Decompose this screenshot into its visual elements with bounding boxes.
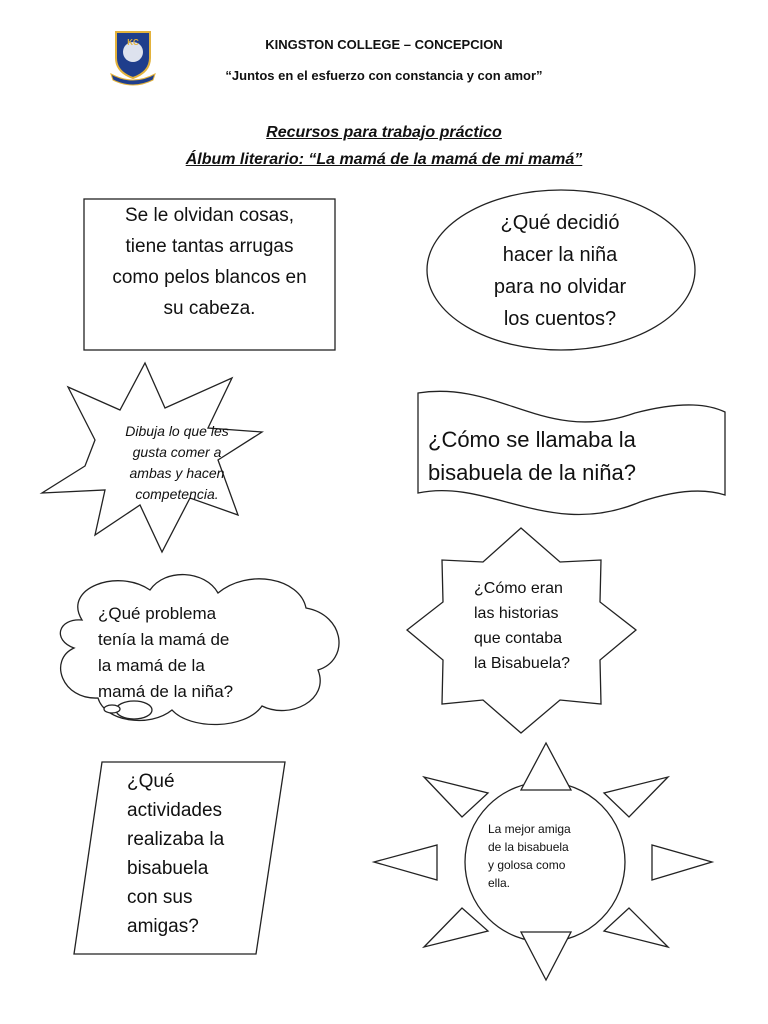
sun-ray-right bbox=[652, 845, 712, 880]
school-name: KINGSTON COLLEGE – CONCEPCION bbox=[265, 37, 503, 52]
sun-ray-top bbox=[521, 743, 571, 790]
sun-ray-bottom bbox=[521, 932, 571, 980]
sun-ray-left bbox=[374, 845, 437, 880]
cloud-card-text: ¿Qué problema tenía la mamá de la mamá de la mamá de la niña? bbox=[98, 604, 234, 701]
explosion-card-text: Dibuja lo que les gusta comer a ambas y hacen competencia. bbox=[125, 423, 229, 502]
oval-card-text: ¿Qué decidió hacer la niña para no olvidar los cuentos? bbox=[493, 212, 627, 330]
star-card-text: ¿Cómo eran las historias que contaba la Bisabuela? bbox=[474, 580, 571, 672]
title-line-1: Recursos para trabajo práctico bbox=[266, 124, 502, 141]
school-motto: “Juntos en el esfuerzo con constancia y con amor” bbox=[225, 68, 543, 83]
title-line-2: Álbum literario: “La mamá de la mamá de mi mamá” bbox=[185, 151, 583, 168]
logo-letters: KC bbox=[127, 38, 139, 47]
sun-card-text: La mejor amiga de la bisabuela y golosa como ella. bbox=[488, 822, 571, 890]
sun-ray-bottom-left bbox=[424, 908, 488, 947]
sun-ray-top-right bbox=[604, 777, 668, 817]
parallelogram-card-text: ¿Qué actividades realizaba la bisabuela con sus amigas? bbox=[127, 771, 225, 937]
sun-ray-bottom-right bbox=[604, 908, 668, 947]
rectangle-card-text: Se le olvidan cosas, tiene tantas arrugas como pelos blancos en su cabeza. bbox=[112, 205, 307, 319]
sun-ray-top-left bbox=[424, 777, 488, 817]
cloud-bubble-small bbox=[104, 705, 120, 713]
wave-card-text: ¿Cómo se llamaba la bisabuela de la niña? bbox=[428, 427, 636, 485]
